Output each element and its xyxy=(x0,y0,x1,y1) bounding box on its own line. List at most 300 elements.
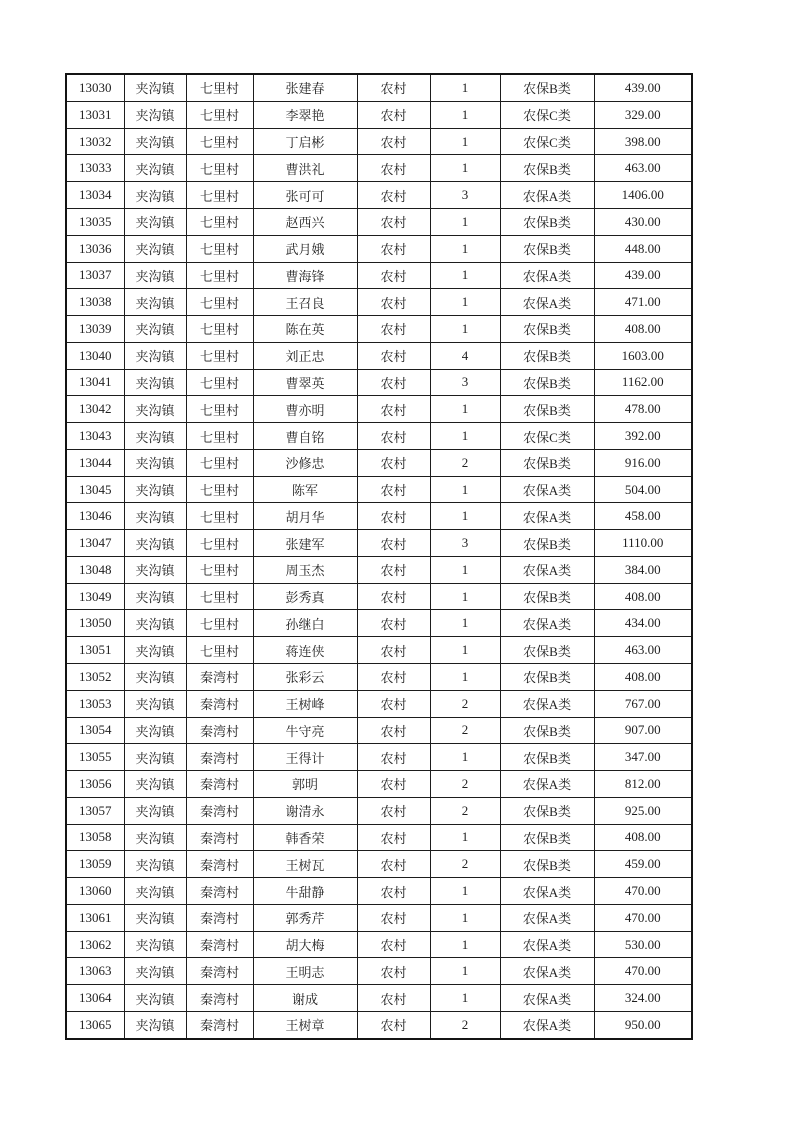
cell-town: 夹沟镇 xyxy=(124,209,186,236)
table-row xyxy=(66,369,692,396)
table-row xyxy=(66,396,692,423)
cell-id: 13030 xyxy=(66,74,124,101)
cell-village: 秦湾村 xyxy=(186,690,253,717)
cell-amount: 812.00 xyxy=(594,771,692,798)
cell-town: 夹沟镇 xyxy=(124,690,186,717)
cell-category: 农保B类 xyxy=(500,369,594,396)
cell-count: 1 xyxy=(430,664,500,691)
cell-name: 谢清永 xyxy=(253,797,357,824)
cell-name: 郭明 xyxy=(253,771,357,798)
cell-id: 13041 xyxy=(66,369,124,396)
cell-id: 13048 xyxy=(66,556,124,583)
cell-town: 夹沟镇 xyxy=(124,931,186,958)
cell-id: 13056 xyxy=(66,771,124,798)
table-row xyxy=(66,878,692,905)
cell-village: 七里村 xyxy=(186,583,253,610)
cell-village: 七里村 xyxy=(186,476,253,503)
cell-village: 七里村 xyxy=(186,101,253,128)
cell-amount: 439.00 xyxy=(594,262,692,289)
cell-category: 农保A类 xyxy=(500,904,594,931)
cell-id: 13042 xyxy=(66,396,124,423)
cell-village: 七里村 xyxy=(186,610,253,637)
table-row xyxy=(66,824,692,851)
cell-village: 七里村 xyxy=(186,316,253,343)
cell-residence: 农村 xyxy=(357,289,430,316)
cell-name: 曹亦明 xyxy=(253,396,357,423)
table-row xyxy=(66,851,692,878)
cell-category: 农保B类 xyxy=(500,449,594,476)
cell-amount: 439.00 xyxy=(594,74,692,101)
cell-town: 夹沟镇 xyxy=(124,476,186,503)
cell-amount: 408.00 xyxy=(594,316,692,343)
cell-category: 农保A类 xyxy=(500,690,594,717)
cell-village: 秦湾村 xyxy=(186,931,253,958)
cell-residence: 农村 xyxy=(357,209,430,236)
cell-name: 胡月华 xyxy=(253,503,357,530)
cell-amount: 347.00 xyxy=(594,744,692,771)
cell-residence: 农村 xyxy=(357,771,430,798)
table-row xyxy=(66,262,692,289)
cell-category: 农保A类 xyxy=(500,771,594,798)
cell-count: 1 xyxy=(430,583,500,610)
cell-village: 七里村 xyxy=(186,637,253,664)
cell-count: 3 xyxy=(430,182,500,209)
cell-residence: 农村 xyxy=(357,717,430,744)
cell-category: 农保A类 xyxy=(500,958,594,985)
table-row xyxy=(66,958,692,985)
cell-count: 1 xyxy=(430,316,500,343)
cell-category: 农保B类 xyxy=(500,396,594,423)
cell-town: 夹沟镇 xyxy=(124,824,186,851)
cell-residence: 农村 xyxy=(357,583,430,610)
cell-town: 夹沟镇 xyxy=(124,128,186,155)
cell-id: 13055 xyxy=(66,744,124,771)
cell-town: 夹沟镇 xyxy=(124,316,186,343)
table-row xyxy=(66,182,692,209)
cell-village: 秦湾村 xyxy=(186,664,253,691)
cell-category: 农保A类 xyxy=(500,931,594,958)
table-row xyxy=(66,904,692,931)
cell-name: 张建军 xyxy=(253,530,357,557)
cell-category: 农保B类 xyxy=(500,530,594,557)
cell-amount: 463.00 xyxy=(594,155,692,182)
cell-id: 13035 xyxy=(66,209,124,236)
cell-amount: 408.00 xyxy=(594,583,692,610)
cell-residence: 农村 xyxy=(357,878,430,905)
cell-town: 夹沟镇 xyxy=(124,797,186,824)
table-row xyxy=(66,744,692,771)
cell-town: 夹沟镇 xyxy=(124,74,186,101)
cell-name: 孙继白 xyxy=(253,610,357,637)
cell-id: 13059 xyxy=(66,851,124,878)
cell-category: 农保B类 xyxy=(500,74,594,101)
cell-amount: 448.00 xyxy=(594,235,692,262)
cell-amount: 408.00 xyxy=(594,664,692,691)
table-row xyxy=(66,1011,692,1039)
cell-amount: 329.00 xyxy=(594,101,692,128)
cell-residence: 农村 xyxy=(357,797,430,824)
cell-count: 3 xyxy=(430,369,500,396)
cell-name: 王树瓦 xyxy=(253,851,357,878)
table-row xyxy=(66,101,692,128)
cell-category: 农保B类 xyxy=(500,851,594,878)
cell-town: 夹沟镇 xyxy=(124,556,186,583)
table-row xyxy=(66,985,692,1012)
cell-count: 1 xyxy=(430,556,500,583)
cell-category: 农保C类 xyxy=(500,101,594,128)
cell-name: 牛甜静 xyxy=(253,878,357,905)
cell-name: 张可可 xyxy=(253,182,357,209)
cell-name: 张彩云 xyxy=(253,664,357,691)
cell-name: 丁启彬 xyxy=(253,128,357,155)
cell-id: 13034 xyxy=(66,182,124,209)
cell-amount: 767.00 xyxy=(594,690,692,717)
cell-category: 农保C类 xyxy=(500,128,594,155)
cell-amount: 463.00 xyxy=(594,637,692,664)
cell-town: 夹沟镇 xyxy=(124,289,186,316)
cell-id: 13031 xyxy=(66,101,124,128)
cell-village: 秦湾村 xyxy=(186,771,253,798)
cell-category: 农保B类 xyxy=(500,824,594,851)
cell-category: 农保B类 xyxy=(500,209,594,236)
table-row xyxy=(66,128,692,155)
cell-amount: 925.00 xyxy=(594,797,692,824)
cell-id: 13044 xyxy=(66,449,124,476)
cell-count: 1 xyxy=(430,101,500,128)
cell-name: 王得计 xyxy=(253,744,357,771)
cell-count: 1 xyxy=(430,128,500,155)
cell-town: 夹沟镇 xyxy=(124,637,186,664)
cell-residence: 农村 xyxy=(357,369,430,396)
cell-residence: 农村 xyxy=(357,235,430,262)
cell-town: 夹沟镇 xyxy=(124,851,186,878)
cell-amount: 470.00 xyxy=(594,904,692,931)
cell-name: 郭秀芹 xyxy=(253,904,357,931)
cell-category: 农保B类 xyxy=(500,316,594,343)
cell-residence: 农村 xyxy=(357,182,430,209)
cell-town: 夹沟镇 xyxy=(124,878,186,905)
table-row xyxy=(66,209,692,236)
cell-count: 2 xyxy=(430,717,500,744)
cell-id: 13045 xyxy=(66,476,124,503)
cell-town: 夹沟镇 xyxy=(124,503,186,530)
cell-village: 七里村 xyxy=(186,369,253,396)
cell-id: 13062 xyxy=(66,931,124,958)
cell-name: 谢成 xyxy=(253,985,357,1012)
cell-category: 农保B类 xyxy=(500,342,594,369)
cell-category: 农保A类 xyxy=(500,556,594,583)
cell-category: 农保A类 xyxy=(500,503,594,530)
cell-category: 农保C类 xyxy=(500,423,594,450)
cell-town: 夹沟镇 xyxy=(124,583,186,610)
cell-count: 2 xyxy=(430,1011,500,1039)
table-row xyxy=(66,449,692,476)
cell-residence: 农村 xyxy=(357,342,430,369)
cell-amount: 434.00 xyxy=(594,610,692,637)
cell-village: 秦湾村 xyxy=(186,904,253,931)
table-body xyxy=(66,74,692,1039)
cell-town: 夹沟镇 xyxy=(124,449,186,476)
table-row xyxy=(66,797,692,824)
cell-village: 秦湾村 xyxy=(186,985,253,1012)
cell-town: 夹沟镇 xyxy=(124,101,186,128)
table-row xyxy=(66,74,692,101)
cell-count: 1 xyxy=(430,476,500,503)
cell-residence: 农村 xyxy=(357,931,430,958)
cell-id: 13054 xyxy=(66,717,124,744)
cell-village: 七里村 xyxy=(186,74,253,101)
cell-count: 1 xyxy=(430,289,500,316)
cell-count: 1 xyxy=(430,423,500,450)
cell-count: 2 xyxy=(430,771,500,798)
cell-town: 夹沟镇 xyxy=(124,235,186,262)
pension-roster-table xyxy=(65,73,693,1040)
cell-residence: 农村 xyxy=(357,101,430,128)
cell-residence: 农村 xyxy=(357,744,430,771)
cell-amount: 470.00 xyxy=(594,878,692,905)
cell-town: 夹沟镇 xyxy=(124,1011,186,1039)
cell-village: 七里村 xyxy=(186,449,253,476)
cell-category: 农保B类 xyxy=(500,155,594,182)
cell-category: 农保B类 xyxy=(500,797,594,824)
cell-town: 夹沟镇 xyxy=(124,904,186,931)
cell-town: 夹沟镇 xyxy=(124,664,186,691)
cell-count: 1 xyxy=(430,396,500,423)
cell-count: 2 xyxy=(430,851,500,878)
cell-name: 王树峰 xyxy=(253,690,357,717)
cell-town: 夹沟镇 xyxy=(124,610,186,637)
cell-count: 1 xyxy=(430,610,500,637)
cell-town: 夹沟镇 xyxy=(124,958,186,985)
cell-category: 农保B类 xyxy=(500,235,594,262)
cell-residence: 农村 xyxy=(357,690,430,717)
table-row xyxy=(66,583,692,610)
cell-id: 13050 xyxy=(66,610,124,637)
cell-residence: 农村 xyxy=(357,74,430,101)
table-row xyxy=(66,423,692,450)
cell-amount: 1406.00 xyxy=(594,182,692,209)
cell-id: 13047 xyxy=(66,530,124,557)
cell-name: 周玉杰 xyxy=(253,556,357,583)
cell-count: 4 xyxy=(430,342,500,369)
cell-village: 七里村 xyxy=(186,530,253,557)
table-row xyxy=(66,931,692,958)
table-row xyxy=(66,316,692,343)
cell-residence: 农村 xyxy=(357,262,430,289)
cell-residence: 农村 xyxy=(357,664,430,691)
cell-village: 秦湾村 xyxy=(186,878,253,905)
cell-category: 农保B类 xyxy=(500,664,594,691)
cell-village: 七里村 xyxy=(186,262,253,289)
cell-name: 彭秀真 xyxy=(253,583,357,610)
cell-amount: 430.00 xyxy=(594,209,692,236)
cell-amount: 504.00 xyxy=(594,476,692,503)
cell-category: 农保A类 xyxy=(500,1011,594,1039)
cell-count: 1 xyxy=(430,155,500,182)
cell-residence: 农村 xyxy=(357,316,430,343)
cell-count: 1 xyxy=(430,985,500,1012)
cell-amount: 384.00 xyxy=(594,556,692,583)
cell-amount: 530.00 xyxy=(594,931,692,958)
cell-amount: 459.00 xyxy=(594,851,692,878)
cell-id: 13049 xyxy=(66,583,124,610)
table-row xyxy=(66,690,692,717)
cell-id: 13064 xyxy=(66,985,124,1012)
cell-village: 七里村 xyxy=(186,235,253,262)
cell-category: 农保B类 xyxy=(500,637,594,664)
cell-id: 13033 xyxy=(66,155,124,182)
cell-name: 陈在英 xyxy=(253,316,357,343)
cell-village: 七里村 xyxy=(186,289,253,316)
cell-amount: 1110.00 xyxy=(594,530,692,557)
cell-town: 夹沟镇 xyxy=(124,342,186,369)
cell-id: 13060 xyxy=(66,878,124,905)
table-row xyxy=(66,235,692,262)
table-row xyxy=(66,556,692,583)
cell-name: 陈军 xyxy=(253,476,357,503)
table-row xyxy=(66,771,692,798)
cell-name: 韩香荣 xyxy=(253,824,357,851)
cell-name: 胡大梅 xyxy=(253,931,357,958)
cell-id: 13032 xyxy=(66,128,124,155)
cell-count: 1 xyxy=(430,824,500,851)
cell-amount: 916.00 xyxy=(594,449,692,476)
cell-id: 13051 xyxy=(66,637,124,664)
cell-residence: 农村 xyxy=(357,851,430,878)
cell-count: 1 xyxy=(430,958,500,985)
table-row xyxy=(66,289,692,316)
cell-id: 13036 xyxy=(66,235,124,262)
cell-amount: 392.00 xyxy=(594,423,692,450)
table-row xyxy=(66,476,692,503)
cell-id: 13058 xyxy=(66,824,124,851)
cell-residence: 农村 xyxy=(357,423,430,450)
cell-name: 沙修忠 xyxy=(253,449,357,476)
cell-id: 13037 xyxy=(66,262,124,289)
cell-residence: 农村 xyxy=(357,904,430,931)
cell-category: 农保B类 xyxy=(500,717,594,744)
cell-village: 秦湾村 xyxy=(186,717,253,744)
cell-id: 13040 xyxy=(66,342,124,369)
cell-name: 武月娥 xyxy=(253,235,357,262)
cell-residence: 农村 xyxy=(357,610,430,637)
cell-id: 13057 xyxy=(66,797,124,824)
cell-category: 农保A类 xyxy=(500,289,594,316)
cell-residence: 农村 xyxy=(357,556,430,583)
cell-village: 秦湾村 xyxy=(186,797,253,824)
cell-village: 七里村 xyxy=(186,342,253,369)
table-row xyxy=(66,664,692,691)
cell-name: 王树章 xyxy=(253,1011,357,1039)
cell-count: 1 xyxy=(430,209,500,236)
cell-count: 1 xyxy=(430,931,500,958)
cell-name: 王明志 xyxy=(253,958,357,985)
cell-count: 1 xyxy=(430,235,500,262)
cell-village: 七里村 xyxy=(186,209,253,236)
cell-name: 张建春 xyxy=(253,74,357,101)
cell-amount: 458.00 xyxy=(594,503,692,530)
cell-town: 夹沟镇 xyxy=(124,155,186,182)
cell-count: 1 xyxy=(430,744,500,771)
cell-town: 夹沟镇 xyxy=(124,262,186,289)
cell-residence: 农村 xyxy=(357,396,430,423)
cell-village: 秦湾村 xyxy=(186,824,253,851)
cell-residence: 农村 xyxy=(357,449,430,476)
cell-town: 夹沟镇 xyxy=(124,369,186,396)
cell-name: 李翠艳 xyxy=(253,101,357,128)
cell-count: 1 xyxy=(430,904,500,931)
cell-id: 13053 xyxy=(66,690,124,717)
cell-count: 1 xyxy=(430,878,500,905)
cell-name: 牛守亮 xyxy=(253,717,357,744)
cell-village: 七里村 xyxy=(186,396,253,423)
cell-town: 夹沟镇 xyxy=(124,771,186,798)
cell-residence: 农村 xyxy=(357,155,430,182)
cell-count: 2 xyxy=(430,449,500,476)
cell-village: 七里村 xyxy=(186,556,253,583)
cell-residence: 农村 xyxy=(357,824,430,851)
table-row xyxy=(66,717,692,744)
table-row xyxy=(66,503,692,530)
cell-town: 夹沟镇 xyxy=(124,744,186,771)
cell-residence: 农村 xyxy=(357,1011,430,1039)
cell-residence: 农村 xyxy=(357,985,430,1012)
cell-amount: 478.00 xyxy=(594,396,692,423)
cell-residence: 农村 xyxy=(357,958,430,985)
cell-name: 刘正忠 xyxy=(253,342,357,369)
cell-id: 13039 xyxy=(66,316,124,343)
cell-count: 1 xyxy=(430,503,500,530)
cell-category: 农保B类 xyxy=(500,744,594,771)
cell-category: 农保A类 xyxy=(500,476,594,503)
cell-village: 秦湾村 xyxy=(186,958,253,985)
cell-category: 农保A类 xyxy=(500,182,594,209)
table-row xyxy=(66,610,692,637)
cell-residence: 农村 xyxy=(357,128,430,155)
cell-amount: 907.00 xyxy=(594,717,692,744)
cell-village: 七里村 xyxy=(186,182,253,209)
cell-town: 夹沟镇 xyxy=(124,182,186,209)
cell-id: 13038 xyxy=(66,289,124,316)
cell-name: 赵西兴 xyxy=(253,209,357,236)
cell-amount: 398.00 xyxy=(594,128,692,155)
cell-amount: 1162.00 xyxy=(594,369,692,396)
cell-category: 农保A类 xyxy=(500,262,594,289)
cell-amount: 1603.00 xyxy=(594,342,692,369)
cell-residence: 农村 xyxy=(357,530,430,557)
cell-residence: 农村 xyxy=(357,503,430,530)
cell-amount: 471.00 xyxy=(594,289,692,316)
cell-village: 秦湾村 xyxy=(186,744,253,771)
cell-count: 1 xyxy=(430,262,500,289)
cell-category: 农保A类 xyxy=(500,985,594,1012)
cell-id: 13065 xyxy=(66,1011,124,1039)
cell-amount: 950.00 xyxy=(594,1011,692,1039)
table-row xyxy=(66,342,692,369)
cell-name: 曹海锋 xyxy=(253,262,357,289)
cell-name: 蒋连侠 xyxy=(253,637,357,664)
cell-residence: 农村 xyxy=(357,637,430,664)
cell-name: 曹翠英 xyxy=(253,369,357,396)
cell-village: 七里村 xyxy=(186,423,253,450)
cell-name: 王召良 xyxy=(253,289,357,316)
cell-town: 夹沟镇 xyxy=(124,717,186,744)
cell-village: 七里村 xyxy=(186,503,253,530)
cell-count: 1 xyxy=(430,74,500,101)
cell-name: 曹自铭 xyxy=(253,423,357,450)
cell-village: 七里村 xyxy=(186,155,253,182)
cell-id: 13061 xyxy=(66,904,124,931)
